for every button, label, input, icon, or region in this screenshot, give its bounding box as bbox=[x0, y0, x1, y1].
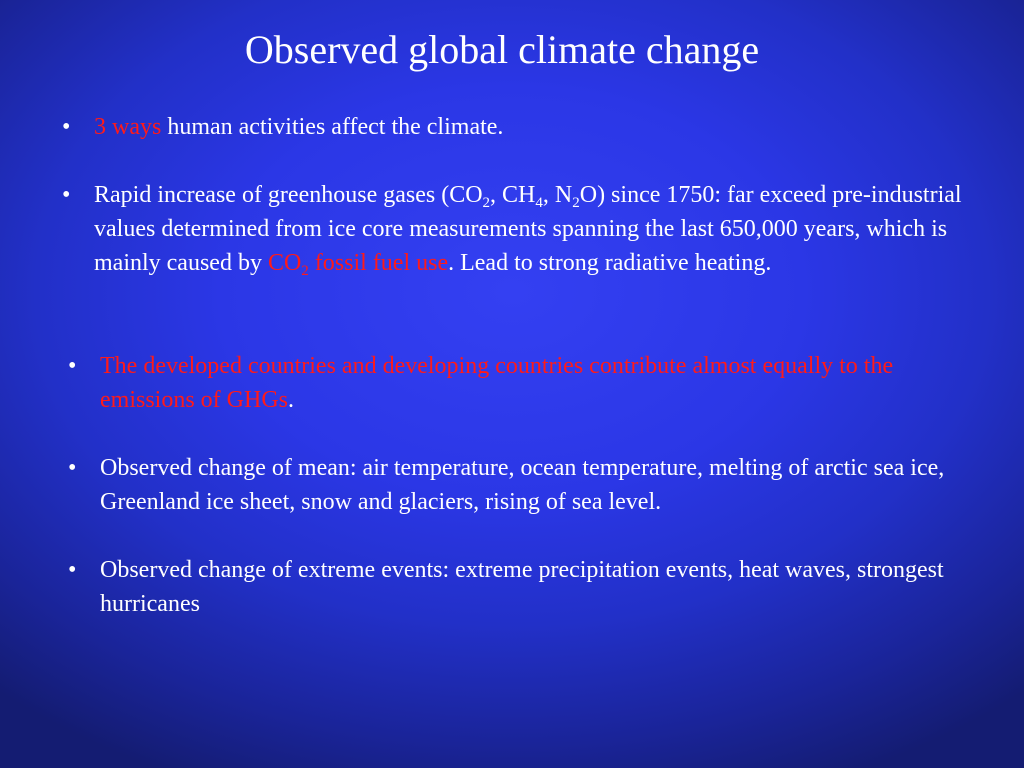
bullet-text: O) since 1750: far exceed pre-industrial values determined from ice core measurements spanning the last 650,000 years, which is mainly caused by bbox=[94, 182, 962, 276]
bullet-text: . Lead to strong radiative heating. bbox=[448, 250, 772, 276]
bullet-developed-developing bbox=[68, 349, 980, 417]
bullet-marker: • bbox=[68, 455, 77, 481]
slide-title: Observed global climate change bbox=[244, 27, 760, 72]
bullet-text: Observed change of mean: air temperature, ocean temperature, melting of arctic sea ice, Greenland ice sheet, snow and glaciers, rising of sea level. bbox=[100, 455, 945, 515]
bullet-marker: • bbox=[68, 557, 77, 583]
highlight-text: The developed countries and developing countries contribute almost equally to the emissions of GHGs bbox=[100, 353, 894, 413]
highlight-text: 3 ways bbox=[94, 114, 162, 140]
bullet-change-of-mean bbox=[68, 451, 980, 519]
bullet-text: , CH bbox=[490, 182, 536, 208]
highlight-text: fossil fuel use bbox=[308, 250, 449, 276]
bullet-text: , N bbox=[542, 182, 573, 208]
bullet-text: human activities affect the climate. bbox=[161, 114, 504, 140]
bullet-text: . bbox=[288, 387, 295, 413]
highlight-text: CO bbox=[267, 250, 302, 276]
highlight-subscript: 2 bbox=[301, 263, 309, 279]
bullet-text: Observed change of extreme events: extreme precipitation events, heat waves, strongest hurricanes bbox=[100, 557, 944, 617]
subscript: 2 bbox=[572, 195, 580, 211]
bullet-three-ways bbox=[62, 110, 994, 144]
bullet-marker: • bbox=[68, 353, 77, 379]
bullet-greenhouse-gases bbox=[62, 178, 984, 280]
subscript: 2 bbox=[482, 195, 491, 211]
bullet-marker: • bbox=[62, 114, 71, 140]
bullet-text: Rapid increase of greenhouse gases (CO bbox=[94, 182, 483, 208]
bullet-extreme-events bbox=[68, 553, 980, 621]
bullet-marker: • bbox=[62, 182, 71, 208]
subscript: 4 bbox=[535, 195, 543, 211]
